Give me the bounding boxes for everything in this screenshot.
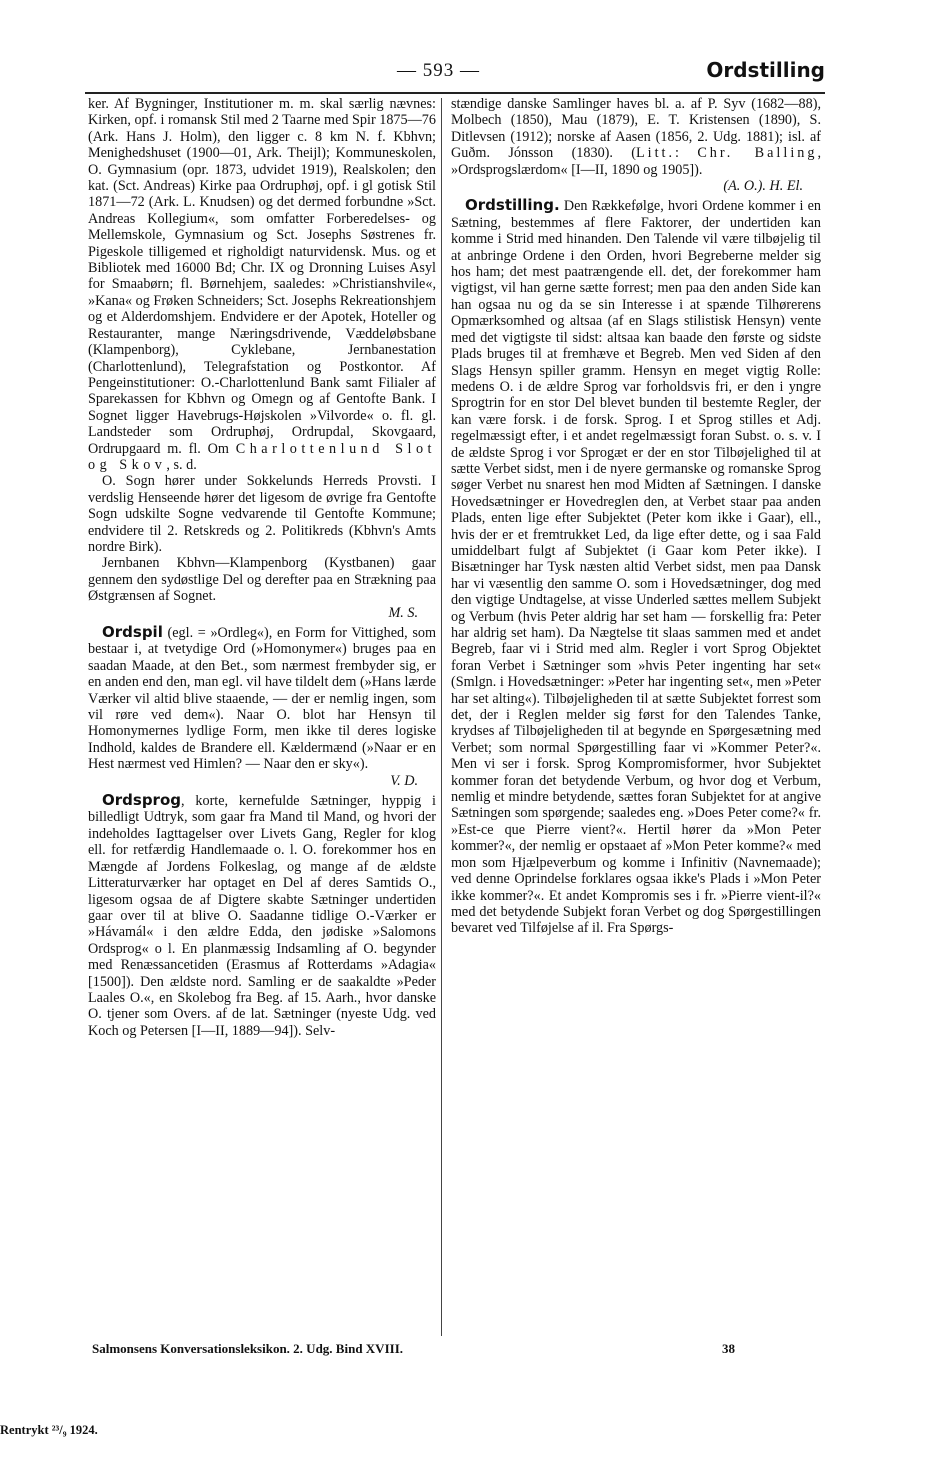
- literature-label: Litt.: [636, 145, 676, 162]
- entry-headword: Ordsprog: [102, 791, 181, 810]
- entry-headword: Ordspil: [102, 623, 163, 641]
- reprint-note: Rentrykt ²³/₉ 1924.: [0, 1423, 98, 1437]
- entry-ordspil: [88, 624, 436, 773]
- author-signature: M. S.: [388, 604, 418, 621]
- right-column: [451, 96, 821, 937]
- entry-body: (egl. = »Ordleg«), en Form for Vittighed, som bestaar i, at tvetydige Ord (»Homonymer«) bruges paa en saadan Maade, at den Bet., som nærmest frembyder sig, er en anden end den, man egl. vil have tildelt dem (»Hans lærde Værker vil altid blive staaende, — der er nemlig ingen, som vil røre ved dem«). Naar O. blot har Hensyn til Homonymernes lydlige Form, men ikke til deres logiske Indhold, kaldes de Brandere ell. Kældermænd (»Naar er en Hest nærmest ved Himlen? — Naar den er sky«).: [88, 625, 436, 773]
- spaced-name: Charlottenlund Slot og Skov: [88, 440, 437, 473]
- page-header: [85, 58, 825, 88]
- paragraph-text: stændige danske Samlinger haves bl. a. af P. Syv (1682—88), Molbech (1850), Mau (1879), E. T. Kristensen (1890), S. Ditlevsen (1912); norske af Aasen (1856, 2. Udg. 1881); isl. af Guðm. Jónsson (1830). (: [451, 96, 821, 162]
- spaced-author: Chr. Balling: [697, 145, 818, 162]
- entry-ordsprog: [88, 792, 436, 1039]
- paragraph-text-mid: :: [675, 145, 698, 162]
- paragraph-railway: Jernbanen Kbhvn—Klampenborg (Kystbanen) gaar gennem den sydøstlige Del og derefter paa en Strækning paa Østgrænsen af Sognet.: [88, 555, 436, 605]
- paragraph-buildings: [88, 96, 436, 473]
- paragraph-parish: O. Sogn hører under Sokkelunds Herreds Provsti. I verdslig Henseende hører det ligesom de øvrige fra Gentofte Sogn udskilte Sogne vedvarende til Gentofte Kommune; endvidere til 2. Retskreds og 2. Politikreds (Kbhvn's Amts nordre Birk).: [88, 473, 436, 555]
- entry-body: , korte, kernefulde Sætninger, hyppig i billedligt Udtryk, som gaar fra Mand til Mand, og hvori der indeholdes Iagttagelser over Livets Gang, Regler for klog ell. for retfærdig Handlemaade o. l. O. forekommer hos en Mængde af Jordens Folkeslag, og mange af de ældste Litteraturværker har optaget en Del af deres Samtids O., ligesom ogsaa de af Digtere skabte Sætninger undertiden gaar over til at blive O. Saadanne tidlige O.-Værker er »Hávamál« i den ældre Edda, den jødiske »Salomons Ordsprog« o l. En planmæssig Indsamling af O. begynder med Renæssancetiden (Erasmus af Rotterdams »Adagia« [1500]). Den ældste nord. Samling er de saakaldte »Peder Laales O.«, en Skolebog fra Beg. af 15. Aarh., hvor danske O. tjener som Overs. af de lat. Sætninger (nyeste Udg. ved Koch og Petersen [I—II, 1889—94]). Selv-: [88, 793, 436, 1039]
- paragraph-text-end: , s. d.: [166, 456, 197, 473]
- running-title: Ordstilling: [706, 58, 825, 82]
- left-column: [88, 96, 436, 1039]
- publication-line: Salmonsens Konversationsleksikon. 2. Udg. Bind XVIII.: [92, 1341, 403, 1356]
- author-signature: (A. O.). H. El.: [723, 178, 803, 195]
- signature-mark: 38: [722, 1341, 735, 1356]
- entry-body: Den Rækkefølge, hvori Ordene kommer i en Sætning, bestemmes af flere Faktorer, der undertiden kan komme i Strid med hinanden. Den Talende vil være tilbøjelig til at anbringe Ordene i den Orden, hvori Begreberne melder sig hos ham; det mest paatrængende ell. det, der forekommer ham vigtigst, vil han gerne sætte forrest; men paa den anden Side kan han ogsaa nu og da se sin Interesse i at spænde Tilhørerens Opmærksomhed og altsaa (af en Slags stilistisk Hensyn) vente med det vigtigste til sidst: altsaa kan baade den første og sidste Plads bruges til at fremhæve et Begreb. Men ved Siden af den Slags Hensyn spiller gramm. Hensyn en meget vigtig Rolle: medens O. i de ældre Sprog var forholdsvis fri, er den i yngre Sprogtrin for en stor Del blevet bunden til bestemte Regler, der kan være forsk. i de forsk. Sprog. I et Sprog stilles et Adj. regelmæssigt efter, i et andet regelmæssigt foran Subst. o. s. v. I de ældste Sprog i vor Sprogæt er der en stor Tilbøjelighed til at sætte Verbet sidst, men i de nyere germanske og romanske Sprog søger Verbet nu snarest hen mod Midten af Sætningen. I danske Hovedsætninger er Hovedreglen den, at Verbet staar paa anden Plads, enten lige efter Subjektet (Peter kom ikke i Gaar), ell., hvis der er et fremtrukket Led, da lige efter dette, og i saa Fald umiddelbart fulgt af Subjektet (i Gaar kom Peter ikke). I Bisætninger har Tysk næsten altid Verbet sidst, men paa Dansk har vi væsentlig den samme O. som i Hovedsætninger, dog med den vigtige Undtagelse, at visse Underled sættes mellem Subjekt og Verbum (hvis Peter aldrig har set ham — forskellig fra: Peter har aldrig set ham). Da Nægtelse tit slaas sammen med et andet Begreb, faar vi i Strid med alm. Regler i vort Sprog Objektet foran Verbet i Sætninger som »hvis Peter ingenting har set« (Smlgn. i Hovedsætninger: »Peter har ingenting set«, men »Peter har set alting«). Tilbøjeligheden til at sætte Subjektet forrest som det, der i Reglen melder sig først for den Talendes Tanke, krydses af Tilbøjeligheden til at begynde en Spørgesætning med Verbet; som normal Spørgestilling faar vi »Kommer Peter?«. Men vi ser i forsk. Sprog Kompromisformer, hvor Subjektet kommer foran det betydende Verbum, og hvor dog et Verbum, nemlig et mindre betydende, sættes foran Subjektet for at angive Sætningen som spørgende; saaledes eng. »Does Peter come?« fr. »Est-ce que Pierre vient?«. Hertil hører da »Mon Peter kommer?«, der nemlig er opstaaet af »Mon Peter komme?« med mon som Hjælpeverbum og komme i Infinitiv (Navnemaade); ved denne Oprindelse forklares ogsaa ikke's Plads i »Mon Peter ikke kommer?«. Et andet Kompromis ses i fr. »Pierre vient-il?« med det betydende Subjekt foran Verbet og dog Spørgestillingen bevaret ved Tilføjelse af il. Fra Spørgs-: [451, 198, 821, 937]
- header-rule: [85, 92, 825, 94]
- paragraph-text-end: , »Ordsprogslærdom« [I—II, 1890 og 1905]).: [451, 145, 821, 178]
- entry-headword: Ordstilling.: [465, 196, 560, 215]
- page-number: — 593 —: [397, 60, 480, 81]
- entry-ordstilling: [451, 197, 821, 936]
- column-divider: [441, 98, 442, 1336]
- paragraph-collections: [451, 96, 821, 178]
- author-signature: V. D.: [390, 772, 418, 789]
- paragraph-text: ker. Af Bygninger, Institutioner m. m. skal særlig nævnes: Kirken, opf. i romansk Stil med 2 Taarne med Spir 1875—76 (Ark. Hans J. Holm), den ligger c. 8 km N. f. Kbhvn; Menighedshuset (1900—01, Ark. Theijl); Kommuneskolen, O. Gymnasium (opr. 1873, udvidet 1919), Realskolen; den kat. (Sct. Andreas) Kirke paa Ordruphøj, opf. i gl gotisk Stil 1871—72 (Ark. L. Knudsen) og det dermed forbundne »Sct. Andreas Kollegium«, som omfatter Forberedelses- og Mellemskole, Gymnasium og Sct. Josephs Søstrenes fr. Pigeskole tilligemed et righoldigt naturvidensk. Mus. og et Bibliotek med 16000 Bd; Chr. IX og Dronning Luises Asyl for Smaabørn; fl. Børnehjem, saaledes: »Christianshvile«, »Kana« og Frøken Schneiders; Sct. Josephs Rekreationshjem og et Alderdomshjem. Endvidere er der Apotek, Hoteller og Restauranter, mange Næringsdrivende, Væddeløbsbane (Klampenborg), Cyklebane, Jernbanestation (Charlottenlund), Telegrafstation og Postkontor. Af Pengeinstitutioner: O.-Charlottenlund Bank samt Filialer af Sparekassen for Kbhvn og Omegn og af Gentofte Bank. I Sognet ligger Havebrugs-Højskolen »Vilvorde« o. fl. gl. Landsteder som Ordruphøj, Ordrupdal, Skovgaard, Ordrupgaard m. fl. Om: [88, 96, 436, 457]
